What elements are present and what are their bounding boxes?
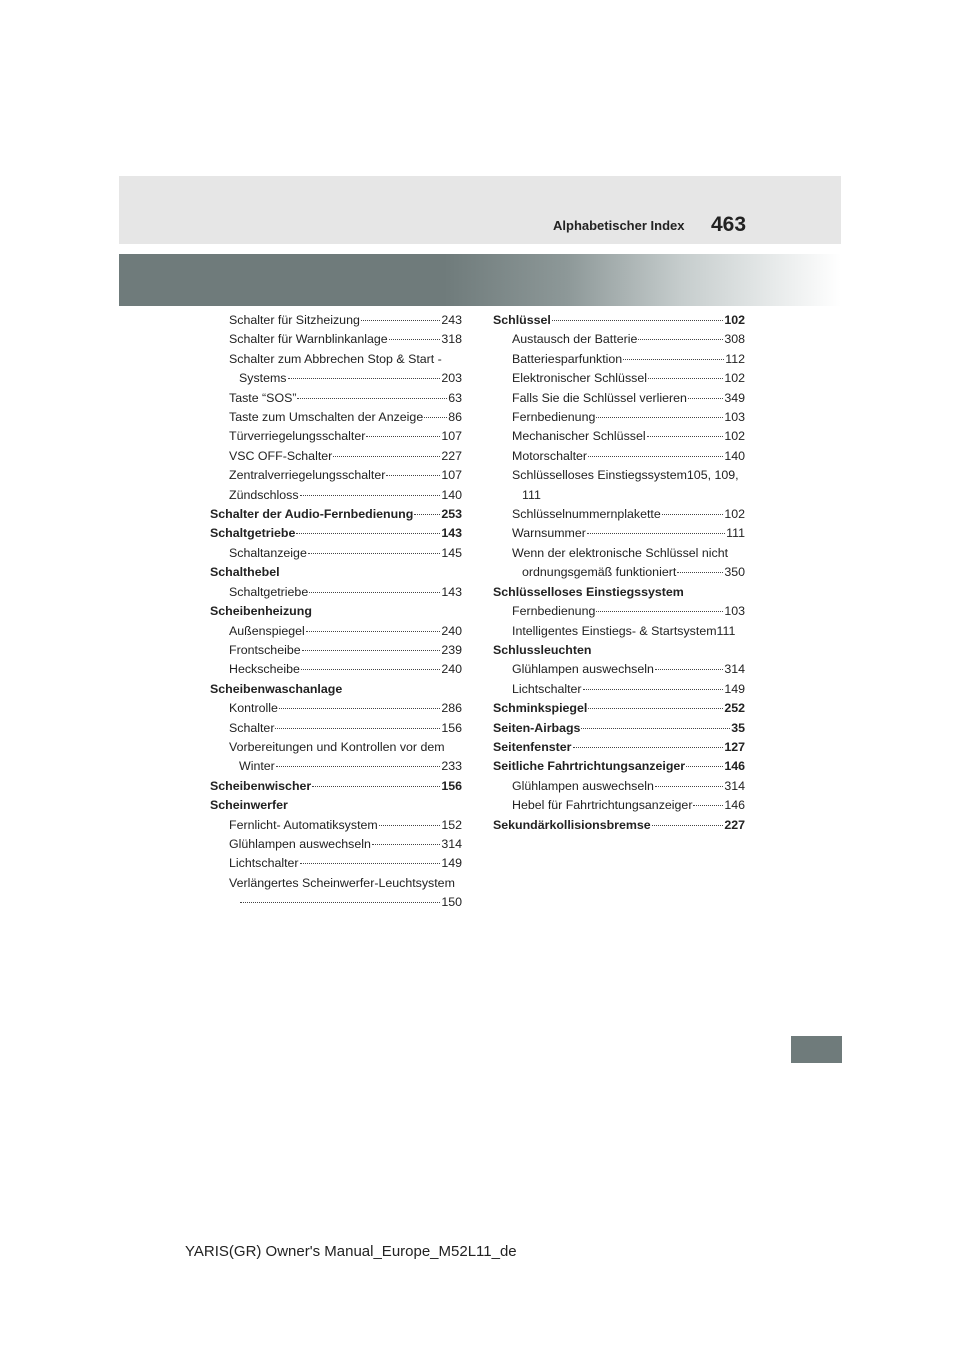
- index-entry: Motorschalter 140: [512, 448, 745, 463]
- index-entry: Taste “SOS” 63: [229, 390, 462, 405]
- index-heading: Scheinwerfer: [210, 798, 288, 813]
- index-entry: Fernlicht- Automatiksystem 152: [229, 817, 462, 832]
- index-entry: Glühlampen auswechseln 314: [229, 836, 462, 851]
- index-entry: Glühlampen auswechseln 314: [512, 778, 745, 793]
- index-entry-wrapped-line: 111: [522, 487, 541, 502]
- index-heading: Scheibenheizung: [210, 604, 312, 619]
- decorative-gradient-bar: [119, 254, 841, 306]
- index-column-right: [493, 311, 745, 835]
- index-entry: Lichtschalter 149: [512, 681, 745, 696]
- index-entry: Schaltgetriebe 143: [229, 584, 462, 599]
- index-entry: Zentralverriegelungsschalter 107: [229, 468, 462, 483]
- index-column-left: [210, 311, 462, 913]
- index-entry: Außenspiegel 240: [229, 623, 462, 638]
- index-entry: Heckscheibe 240: [229, 662, 462, 677]
- index-entry-wrapped-line: Intelligentes Einstiegs- & Startsystem111: [512, 623, 736, 638]
- index-main-entry: Schlüssel 102: [493, 313, 745, 327]
- index-heading: Scheibenwaschanlage: [210, 681, 343, 696]
- index-entry: Taste zum Umschalten der Anzeige 86: [229, 410, 462, 425]
- index-entry: Schlüsselnummernplakette 102: [512, 507, 745, 522]
- index-entry: VSC OFF-Schalter 227: [229, 448, 462, 463]
- index-entry-wrapped-line: Schalter zum Abbrechen Stop & Start -: [229, 351, 442, 366]
- index-entry: Glühlampen auswechseln 314: [512, 662, 745, 677]
- index-entry: Hebel für Fahrtrichtungsanzeiger 146: [512, 798, 745, 813]
- footer-manual-id: YARIS(GR) Owner's Manual_Europe_M52L11_de: [185, 1243, 517, 1260]
- index-entry: Zündschloss 140: [229, 487, 462, 502]
- index-entry: Lichtschalter 149: [229, 856, 462, 871]
- index-entry-wrapped-line: Wenn der elektronische Schlüssel nicht: [512, 545, 729, 560]
- index-main-entry: Seitliche Fahrtrichtungsanzeiger 146: [493, 759, 745, 774]
- index-main-entry: Seiten-Airbags 35: [493, 720, 745, 735]
- index-entry: Falls Sie die Schlüssel verlieren 349: [512, 390, 745, 405]
- index-entry: Austausch der Batterie 308: [512, 332, 745, 347]
- section-thumb-tab: [791, 1036, 842, 1063]
- index-main-entry: Schaltgetriebe 143: [210, 526, 462, 541]
- index-entry: Schalter für Sitzheizung 243: [229, 313, 462, 327]
- index-entry: Schalter 156: [229, 720, 462, 735]
- index-entry: Warnsummer 111: [512, 526, 745, 541]
- index-main-entry: Schminkspiegel 252: [493, 701, 745, 716]
- index-entry: 150: [210, 893, 462, 912]
- index-entry: Frontscheibe 239: [229, 642, 462, 657]
- section-title: Alphabetischer Index: [553, 218, 685, 233]
- index-entry: ordnungsgemäß funktioniert 350: [522, 565, 745, 580]
- index-entry: Fernbedienung 103: [512, 410, 745, 425]
- page-number: 463: [711, 213, 747, 236]
- index-heading: Schlüsselloses Einstiegssystem: [493, 584, 684, 599]
- index-entry: Kontrolle 286: [229, 701, 462, 716]
- index-entry: Elektronischer Schlüssel 102: [512, 371, 745, 386]
- index-main-entry: Scheibenwischer 156: [210, 778, 462, 793]
- index-entry: Fernbedienung 103: [512, 604, 745, 619]
- index-entry: Mechanischer Schlüssel 102: [512, 429, 745, 444]
- index-entry: Batteriesparfunktion 112: [512, 351, 745, 366]
- index-main-entry: Schalter der Audio-Fernbedienung 253: [210, 507, 462, 522]
- index-entry: Schalter für Warnblinkanlage 318: [229, 332, 462, 347]
- index-main-entry: Seitenfenster 127: [493, 739, 745, 754]
- index-main-entry: Sekundärkollisionsbremse 227: [493, 817, 745, 832]
- index-heading: Schlussleuchten: [493, 642, 592, 657]
- index-entry: Türverriegelungsschalter 107: [229, 429, 462, 444]
- index-entry: Schaltanzeige 145: [229, 545, 462, 560]
- index-heading: Schalthebel: [210, 565, 280, 580]
- index-entry: Winter 233: [239, 759, 462, 774]
- index-entry: Systems 203: [239, 371, 462, 386]
- index-entry-wrapped-line: Schlüsselloses Einstiegssystem105, 109,: [512, 468, 739, 483]
- index-entry-wrapped-line: Vorbereitungen und Kontrollen vor dem: [229, 739, 445, 754]
- index-entry-wrapped-line: Verlängertes Scheinwerfer-Leuchtsystem: [229, 875, 455, 890]
